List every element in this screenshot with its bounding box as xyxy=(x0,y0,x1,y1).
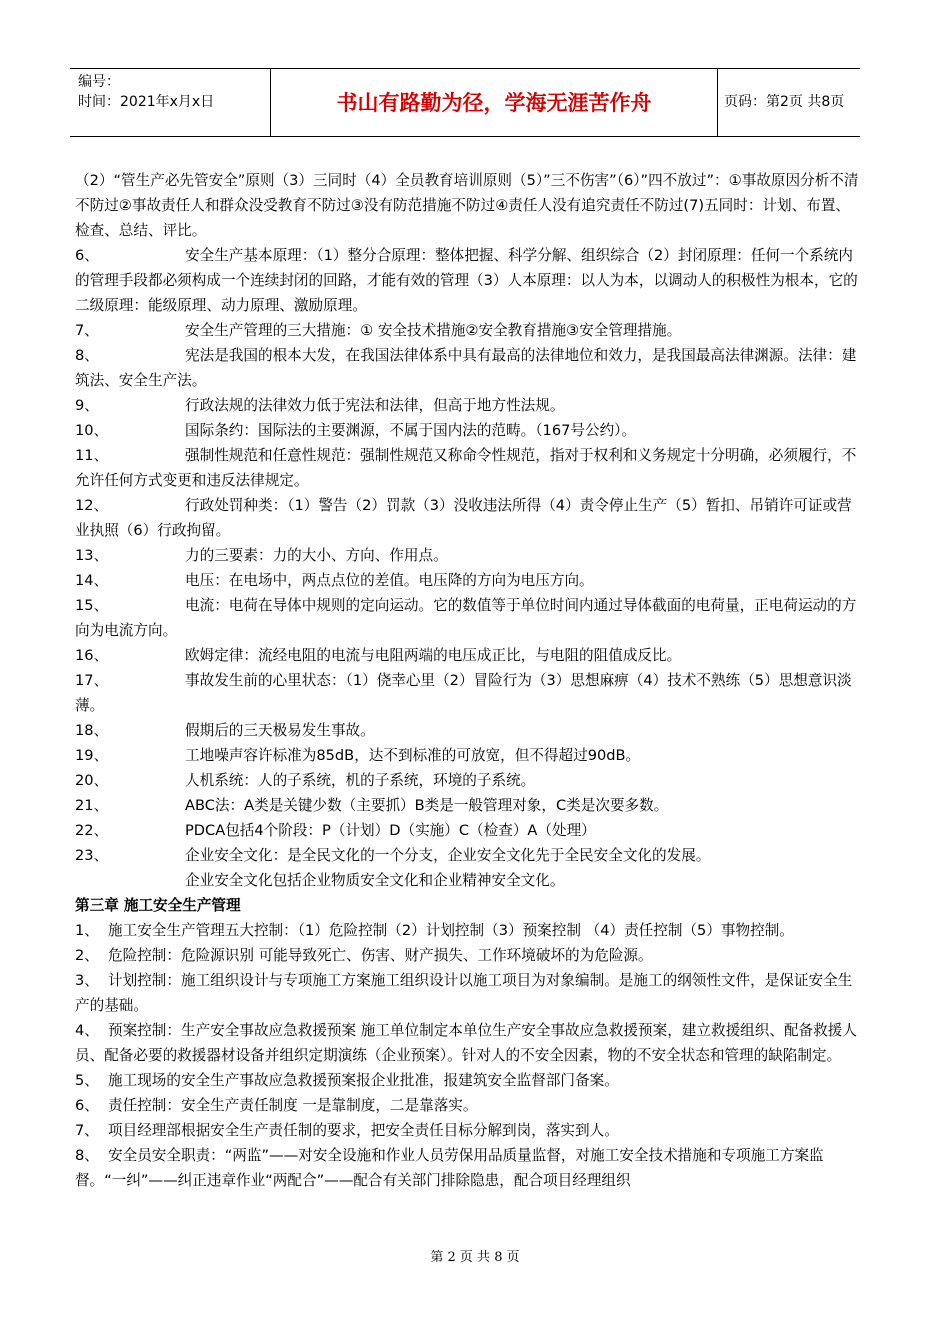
paragraph xyxy=(75,843,860,868)
paragraph-number: 20、 xyxy=(75,772,109,789)
chapter-title: 第三章 施工安全生产管理 xyxy=(75,897,241,914)
page-header xyxy=(70,68,860,137)
paragraph-text: 计划控制：施工组织设计与专项施工方案施工组织设计以施工项目为对象编制。是施工的纲领性文件，是保证安全生产的基础。 xyxy=(75,972,853,1014)
paragraph-number: 18、 xyxy=(75,722,109,739)
paragraph-number: 1、 xyxy=(75,922,99,939)
paragraph-text: 欧姆定律：流经电阻的电流与电阻两端的电压成正比，与电阻的阻值成反比。 xyxy=(185,647,682,664)
paragraph-text: 行政处罚种类：（1）警告（2）罚款（3）没收违法所得（4）责令停止生产（5）暂扣、吊销许可证或营业执照（6）行政拘留。 xyxy=(75,497,852,539)
paragraph-text: 责任控制：安全生产责任制度 一是靠制度，二是靠落实。 xyxy=(108,1097,478,1114)
paragraph xyxy=(75,1143,860,1193)
paragraph-text: 预案控制：生产安全事故应急救援预案 施工单位制定本单位生产安全事故应急救援预案，建立救援组织、配备救援人员、配备必要的救援器材设备并组织定期演练（企业预案）。针对人的不安全因素，物的不安全状态和管理的缺陷制定。 xyxy=(75,1022,857,1064)
paragraph-text: 企业安全文化包括企业物质安全文化和企业精神安全文化。 xyxy=(185,872,565,889)
paragraph-number: 6、 xyxy=(75,1097,99,1114)
paragraph-text: PDCA包括4个阶段：P（计划）D（实施）C（检查）A（处理） xyxy=(185,822,596,839)
paragraph xyxy=(75,318,860,343)
paragraph-number: 19、 xyxy=(75,747,109,764)
paragraph xyxy=(75,1068,860,1093)
paragraph xyxy=(75,918,860,943)
paragraph xyxy=(75,818,860,843)
paragraph xyxy=(75,943,860,968)
paragraph-text: 人机系统：人的子系统，机的子系统，环境的子系统。 xyxy=(185,772,536,789)
paragraph-text: 强制性规范和任意性规范：强制性规范又称命令性规范，指对于权利和义务规定十分明确，必须履行，不允许任何方式变更和违反法律规定。 xyxy=(75,447,857,489)
paragraph xyxy=(75,168,860,243)
header-meta xyxy=(70,69,270,136)
paragraph xyxy=(75,1018,860,1068)
document-number: 编号： xyxy=(78,74,120,90)
paragraph xyxy=(75,968,860,1018)
paragraph xyxy=(75,718,860,743)
paragraph-number: 8、 xyxy=(75,347,99,364)
paragraph-text: 国际条约：国际法的主要渊源，不属于国内法的范畴。（167号公约）。 xyxy=(185,422,637,439)
paragraph-number: 14、 xyxy=(75,572,109,589)
paragraph xyxy=(75,1093,860,1118)
paragraph xyxy=(75,793,860,818)
paragraph xyxy=(75,493,860,543)
paragraph-text: 企业安全文化：是全民文化的一个分支，企业安全文化先于全民安全文化的发展。 xyxy=(185,847,711,864)
paragraph xyxy=(75,868,860,893)
paragraph-number: 7、 xyxy=(75,322,99,339)
paragraph-text: ABC法：A类是关键少数（主要抓）B类是一般管理对象，C类是次要多数。 xyxy=(185,797,669,814)
paragraph-number: 12、 xyxy=(75,497,109,514)
paragraph xyxy=(75,543,860,568)
paragraph-text: 电压：在电场中，两点点位的差值。电压降的方向为电压方向。 xyxy=(185,572,594,589)
paragraph xyxy=(75,393,860,418)
paragraph-number: 11、 xyxy=(75,447,109,464)
page-footer: 第 2 页 共 8 页 xyxy=(430,1250,520,1265)
paragraph-number: 4、 xyxy=(75,1022,99,1039)
paragraph xyxy=(75,443,860,493)
paragraph-number: 10、 xyxy=(75,422,109,439)
paragraph-text: 电流：电荷在导体中规则的定向运动。它的数值等于单位时间内通过导体截面的电荷量，正电荷运动的方向为电流方向。 xyxy=(75,597,857,639)
paragraph-number: 2、 xyxy=(75,947,99,964)
paragraph-number: 13、 xyxy=(75,547,109,564)
paragraph xyxy=(75,743,860,768)
paragraph-number: 9、 xyxy=(75,397,99,414)
chapter-paragraphs xyxy=(75,918,860,1193)
header-page-number: 页码：第2页 共8页 xyxy=(724,94,845,110)
paragraph-text: （2）“管生产必先管安全”原则（3）三同时（4）全员教育培训原则（5）”三不伤害”（6）”四不放过”：①事故原因分析不清不防过②事故责任人和群众没受教育不防过③没有防范措施不防过④责任人没有追究责任不防过(7)五同时：计划、布置、检查、总结、评比。 xyxy=(75,172,859,239)
header-motto: 书山有路勤为径，学海无涯苦作舟 xyxy=(270,69,718,136)
paragraph xyxy=(75,643,860,668)
paragraph xyxy=(75,568,860,593)
paragraph-text: 项目经理部根据安全生产责任制的要求，把安全责任目标分解到岗，落实到人。 xyxy=(108,1122,619,1139)
paragraph xyxy=(75,343,860,393)
paragraph-text: 安全生产基本原理：（1）整分合原理：整体把握、科学分解、组织综合（2）封闭原理：任何一个系统内的管理手段都必须构成一个连续封闭的回路，才能有效的管理（3）人本原理：以人为本，以调动人的积极性为根本，它的二级原理：能级原理、动力原理、激励原理。 xyxy=(75,247,858,314)
document-time: 时间：2021年x月x日 xyxy=(78,94,215,110)
paragraph-text: 施工安全生产管理五大控制：（1）危险控制（2）计划控制（3）预案控制 （4）责任控制（5）事物控制。 xyxy=(108,922,794,939)
paragraph xyxy=(75,418,860,443)
paragraph-text: 假期后的三天极易发生事故。 xyxy=(185,722,375,739)
paragraph-text: 安全生产管理的三大措施：① 安全技术措施②安全教育措施③安全管理措施。 xyxy=(185,322,682,339)
paragraph-number: 15、 xyxy=(75,597,109,614)
document-body xyxy=(75,168,860,1193)
paragraph xyxy=(75,668,860,718)
paragraph-text: 行政法规的法律效力低于宪法和法律，但高于地方性法规。 xyxy=(185,397,565,414)
paragraph-number: 16、 xyxy=(75,647,109,664)
paragraph-number: 3、 xyxy=(75,972,99,989)
section-paragraphs xyxy=(75,168,860,893)
paragraph-number: 23、 xyxy=(75,847,109,864)
paragraph-text: 力的三要素：力的大小、方向、作用点。 xyxy=(185,547,448,564)
paragraph xyxy=(75,768,860,793)
paragraph xyxy=(75,243,860,318)
paragraph-number: 17、 xyxy=(75,672,109,689)
paragraph-text: 施工现场的安全生产事故应急救援预案报企业批准，报建筑安全监督部门备案。 xyxy=(108,1072,619,1089)
paragraph-number: 21、 xyxy=(75,797,109,814)
paragraph xyxy=(75,1118,860,1143)
paragraph xyxy=(75,593,860,643)
paragraph-text: 工地噪声容许标准为85dB，达不到标准的可放宽，但不得超过90dB。 xyxy=(185,747,641,764)
paragraph-text: 危险控制：危险源识别 可能导致死亡、伤害、财产损失、工作环境破坏的为危险源。 xyxy=(108,947,653,964)
paragraph-text: 安全员安全职责：“两监”——对安全设施和作业人员劳保用品质量监督，对施工安全技术措施和专项施工方案监督。“一纠”——纠正违章作业“两配合”——配合有关部门排除隐患，配合项目经理组织 xyxy=(75,1147,824,1189)
paragraph-number: 7、 xyxy=(75,1122,99,1139)
paragraph-text: 事故发生前的心里状态：（1）侥幸心里（2）冒险行为（3）思想麻痹（4）技术不熟练（5）思想意识淡薄。 xyxy=(75,672,852,714)
paragraph-text: 宪法是我国的根本大发，在我国法律体系中具有最高的法律地位和效力，是我国最高法律渊源。法律：建筑法、安全生产法。 xyxy=(75,347,857,389)
paragraph-number: 8、 xyxy=(75,1147,99,1164)
paragraph-number: 22、 xyxy=(75,822,109,839)
paragraph-number: 5、 xyxy=(75,1072,99,1089)
paragraph-number: 6、 xyxy=(75,247,99,264)
